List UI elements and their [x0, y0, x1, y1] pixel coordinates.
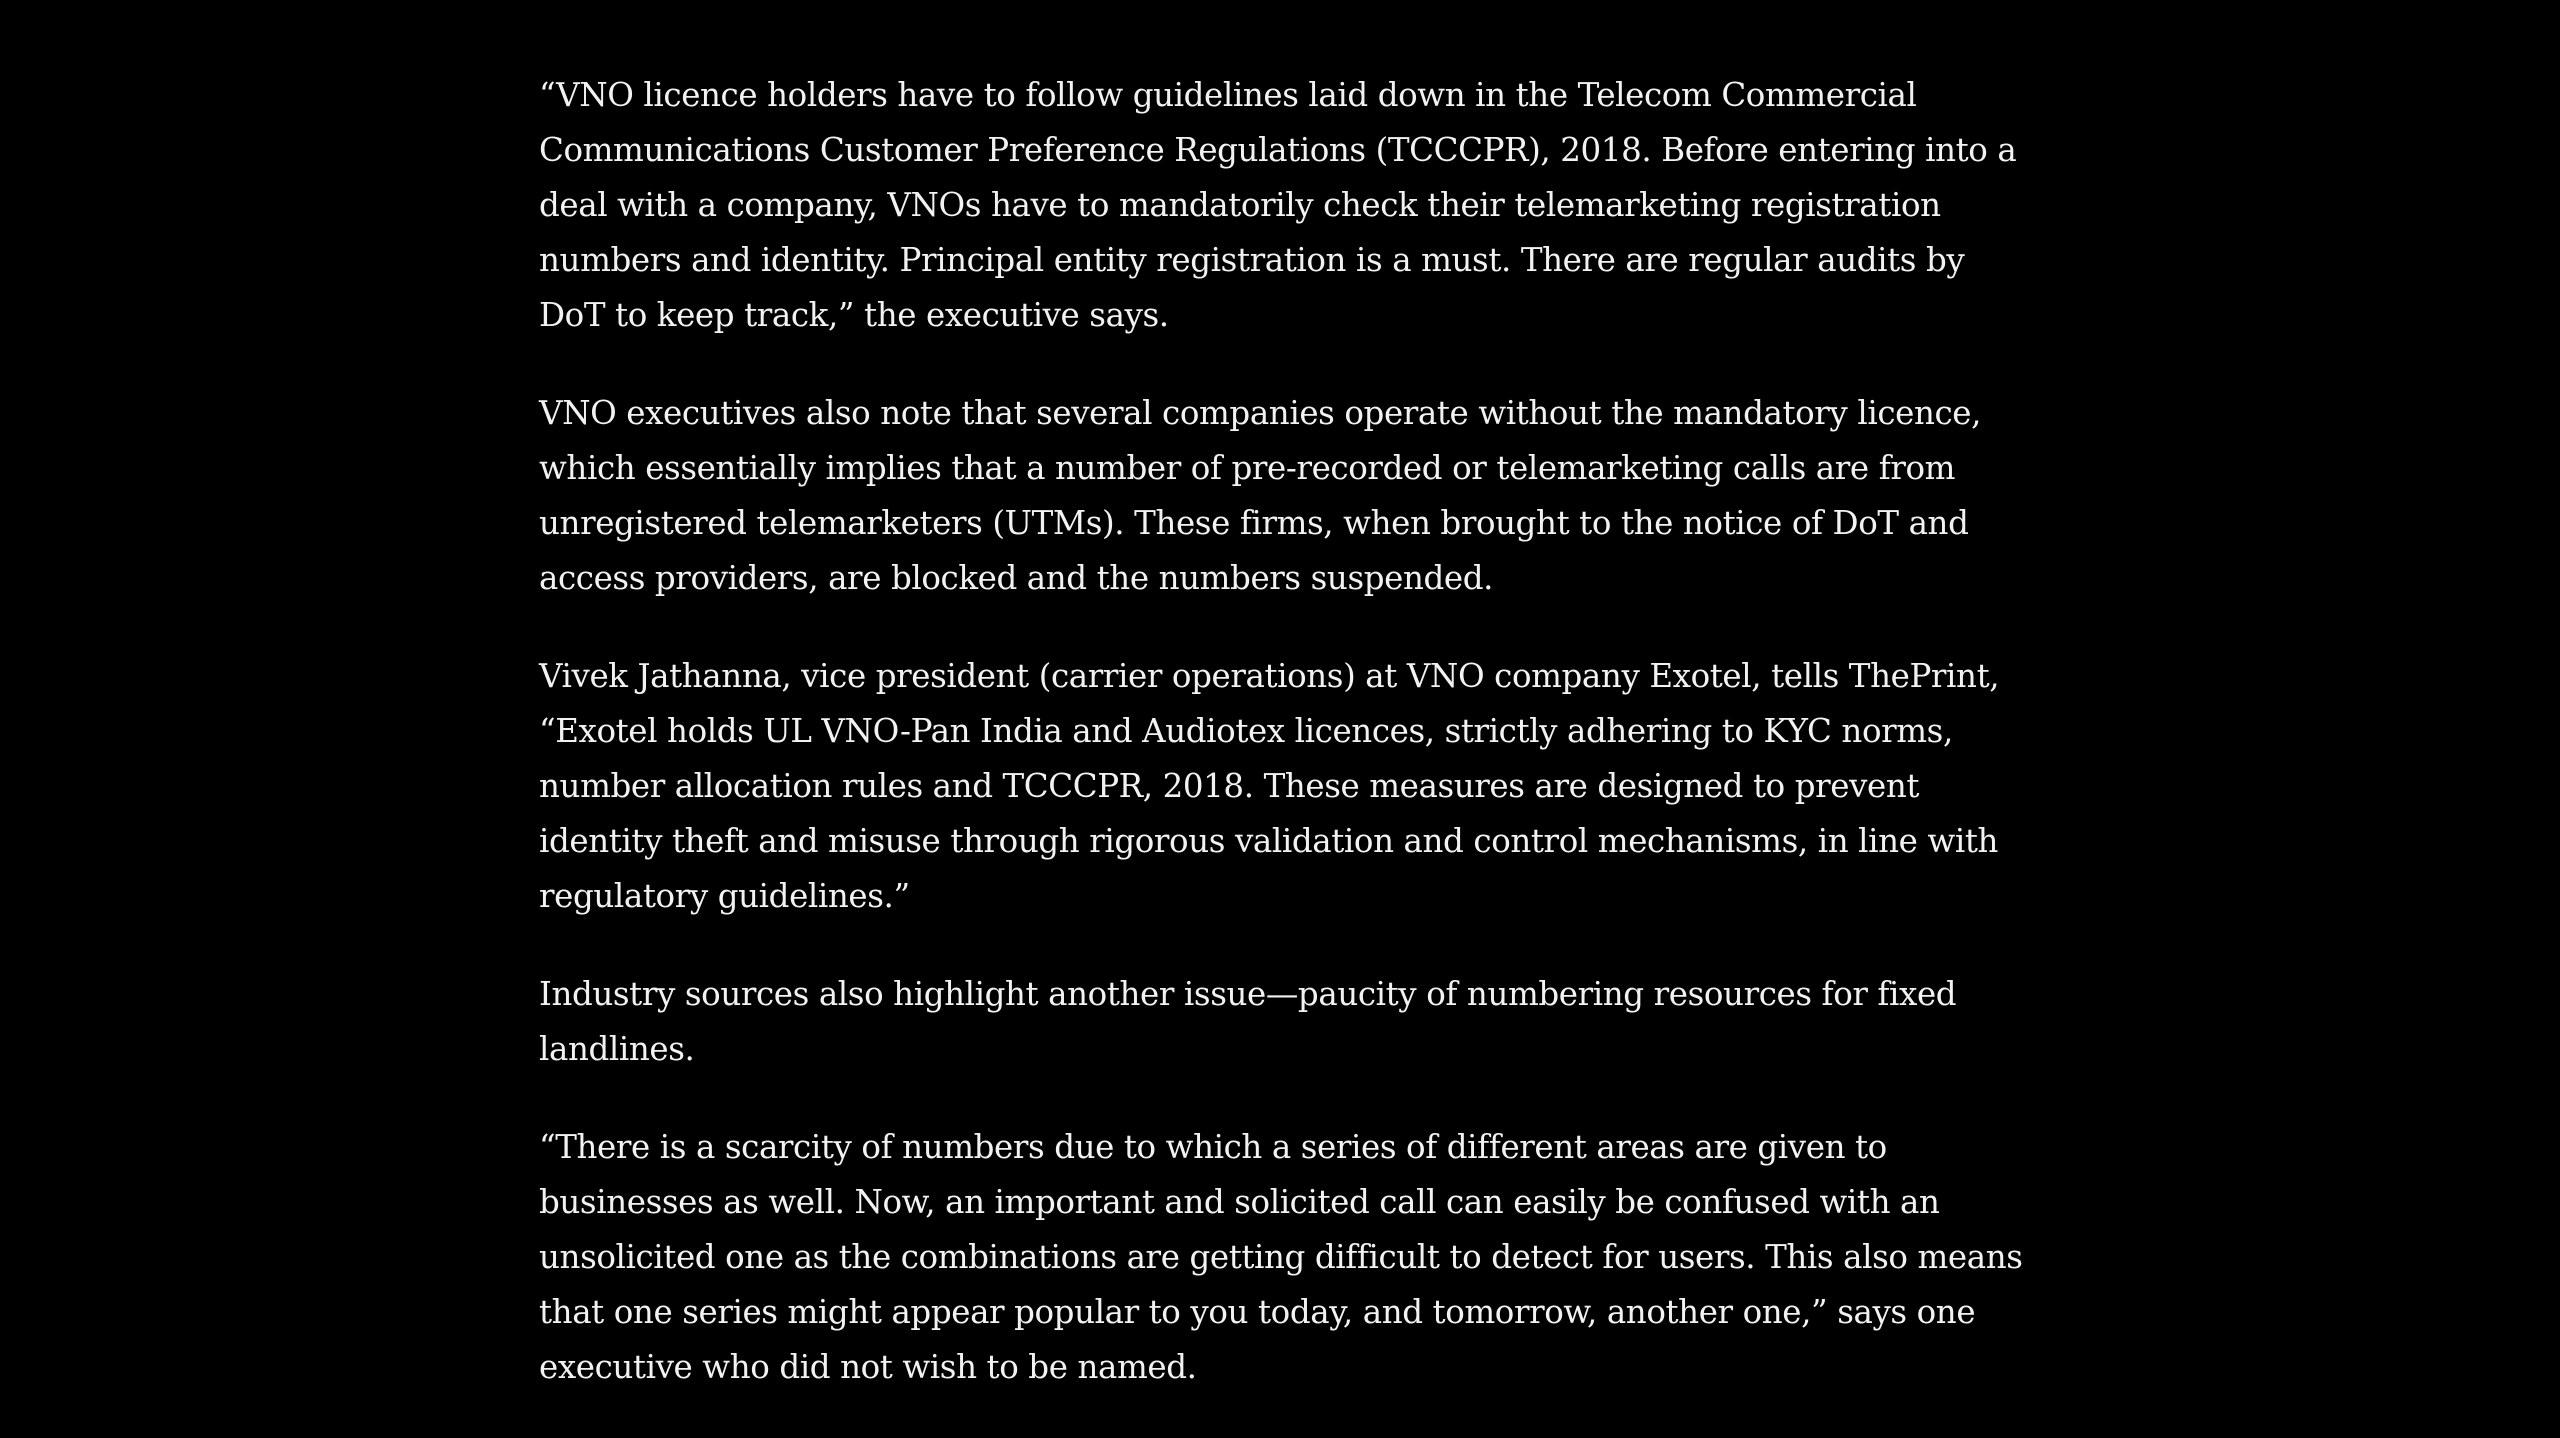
article-paragraph: VNO executives also note that several companies operate without the mandatory licence, which essentially implies that a number of pre-recorded or telemarketing calls are from unregistered telemarketers (UTMs). These firms, when brought to the notice of DoT and access providers, are blocked and the numbers suspended. [539, 394, 1982, 597]
article-paragraph: Vivek Jathanna, vice president (carrier operations) at VNO company Exotel, tells ThePrint, “Exotel holds UL VNO-Pan India and Audiotex licences, strictly adhering to KYC norms, number allocation rules and TCCCPR, 2018. These measures are designed to prevent identity theft and misuse through rigorous validation and control mechanisms, in line with regulatory guidelines.” [539, 657, 2000, 915]
article-paragraph: “There is a scarcity of numbers due to which a series of different areas are given to businesses as well. Now, an important and solicited call can easily be confused with an unsolicited one as the combinations are getting difficult to detect for users. This also means that one series might appear popular to you today, and tomorrow, another one,” says one executive who did not wish to be named. [539, 1128, 2023, 1386]
article-body [539, 68, 2029, 1438]
article-paragraph: “VNO licence holders have to follow guidelines laid down in the Telecom Commercial Communications Customer Preference Regulations (TCCCPR), 2018. Before entering into a deal with a company, VNOs have to mandatorily check their telemarketing registration numbers and identity. Principal entity registration is a must. There are regular audits by DoT to keep track,” the executive says. [539, 76, 2017, 334]
article-paragraph: Industry sources also highlight another issue—paucity of numbering resources for fixed landlines. [539, 975, 1957, 1068]
